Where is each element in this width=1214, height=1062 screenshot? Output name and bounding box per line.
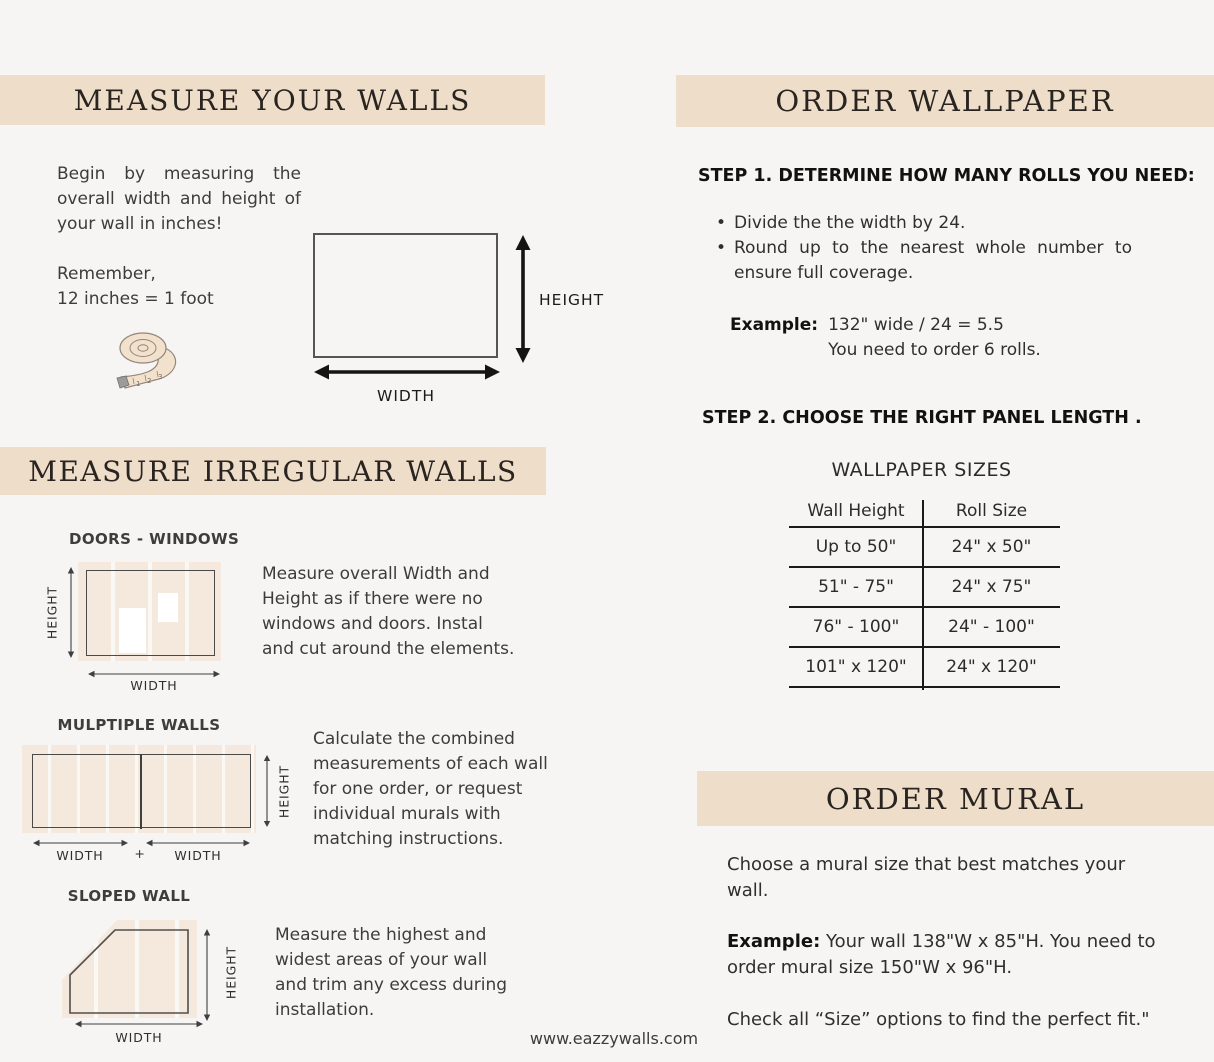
doors-height-arrow bbox=[66, 567, 76, 658]
multiple-walls-divider bbox=[140, 754, 142, 829]
sloped-wall-label: SLOPED WALL bbox=[67, 887, 191, 905]
sloped-width-label: WIDTH bbox=[115, 1030, 163, 1045]
order-wallpaper-band bbox=[676, 75, 1214, 127]
tape-mark-2: 2 bbox=[147, 377, 152, 385]
tape-mark-1: 1 bbox=[136, 380, 141, 388]
remember-line1: Remember, bbox=[57, 264, 156, 284]
table-row bbox=[789, 528, 1060, 568]
mural-example-label: Example: bbox=[727, 931, 821, 952]
step1-heading: STEP 1. DETERMINE HOW MANY ROLLS YOU NEED: bbox=[698, 166, 1195, 186]
multiple-height-arrow bbox=[262, 755, 272, 827]
multiple-plus-sign: + bbox=[134, 846, 146, 861]
table-cell-wall-height: 76" - 100" bbox=[812, 617, 900, 637]
multiple-width-label-right: WIDTH bbox=[174, 848, 222, 863]
step1-example-lines bbox=[828, 313, 1041, 363]
order-wallpaper-title: ORDER WALLPAPER bbox=[775, 84, 1115, 118]
table-header-row bbox=[789, 496, 1060, 528]
step1-example-label: Example: bbox=[730, 315, 819, 335]
multiple-walls-text: Calculate the combined measurements of each wall for one order, or request individual murals with matching instructions. bbox=[313, 729, 548, 849]
remember-note bbox=[57, 262, 301, 312]
doors-windows-label: DOORS - WINDOWS bbox=[69, 530, 240, 548]
measure-irregular-band bbox=[0, 447, 546, 495]
wall-rectangle bbox=[313, 233, 498, 358]
table-cell-wall-height: Up to 50" bbox=[815, 537, 897, 557]
width-label: WIDTH bbox=[377, 387, 435, 405]
wallpaper-sizes-table bbox=[789, 496, 1060, 696]
table-cell-roll-size: 24" x 120" bbox=[946, 657, 1037, 677]
table-cell-wall-height: 101" x 120" bbox=[805, 657, 907, 677]
step1-bullet-1: • Divide the the width by 24. bbox=[712, 211, 1132, 236]
order-mural-title: ORDER MURAL bbox=[825, 781, 1086, 816]
doors-width-label: WIDTH bbox=[130, 678, 178, 693]
tape-measure-icon bbox=[103, 326, 187, 396]
table-column-divider bbox=[922, 500, 924, 690]
step1-example bbox=[730, 313, 1041, 363]
height-arrow bbox=[512, 235, 534, 363]
mural-intro: Choose a mural size that best matches your wall. bbox=[727, 854, 1126, 901]
multiple-walls-label: MULPTIPLE WALLS bbox=[57, 716, 221, 734]
step1-bullet-list bbox=[712, 211, 1132, 286]
order-mural-band bbox=[697, 771, 1214, 826]
table-header-wall-height: Wall Height bbox=[807, 501, 905, 521]
step1-bullet-2: • Round up to the nearest whole number to ensure full coverage. bbox=[712, 236, 1132, 286]
measure-walls-band bbox=[0, 75, 545, 125]
website-url: www.eazzywalls.com bbox=[529, 1029, 699, 1048]
wallpaper-sizes-title: WALLPAPER SIZES bbox=[831, 459, 1012, 481]
measure-walls-intro: Begin by measuring the overall width and height of your wall in inches! bbox=[57, 164, 301, 234]
table-row bbox=[789, 568, 1060, 608]
step1-example-line2: You need to order 6 rolls. bbox=[828, 340, 1041, 360]
multiple-width-arrow-right bbox=[146, 838, 250, 848]
step2-heading: STEP 2. CHOOSE THE RIGHT PANEL LENGTH . bbox=[702, 408, 1142, 428]
step1-example-line1: 132" wide / 24 = 5.5 bbox=[828, 315, 1004, 335]
door-cutout bbox=[119, 608, 146, 653]
window-cutout bbox=[158, 593, 178, 622]
doors-wall-outline bbox=[86, 570, 215, 656]
sloped-wall-diagram bbox=[58, 913, 223, 1031]
width-arrow bbox=[314, 361, 500, 383]
multiple-width-arrow-left bbox=[33, 838, 128, 848]
mural-size-tip: Check all “Size” options to find the perfect fit." bbox=[727, 1009, 1150, 1030]
height-label: HEIGHT bbox=[539, 291, 605, 309]
multiple-width-label-left: WIDTH bbox=[56, 848, 104, 863]
table-cell-roll-size: 24" - 100" bbox=[948, 617, 1035, 637]
mural-example bbox=[727, 929, 1167, 981]
table-row bbox=[789, 608, 1060, 648]
doors-height-label: HEIGHT bbox=[44, 585, 60, 640]
table-cell-wall-height: 51" - 75" bbox=[818, 577, 894, 597]
multiple-height-label: HEIGHT bbox=[276, 764, 292, 819]
sloped-height-label: HEIGHT bbox=[223, 945, 239, 1000]
remember-line2: 12 inches = 1 foot bbox=[57, 289, 214, 309]
table-header-roll-size: Roll Size bbox=[955, 501, 1028, 521]
doors-windows-text: Measure overall Width and Height as if there were no windows and doors. Instal and cut around the elements. bbox=[262, 564, 515, 659]
table-cell-roll-size: 24" x 50" bbox=[951, 537, 1032, 557]
table-row bbox=[789, 648, 1060, 688]
tape-mark-3: 3 bbox=[158, 373, 163, 381]
table-cell-roll-size: 24" x 75" bbox=[951, 577, 1032, 597]
mural-example-text: Your wall 138"W x 85"H. You need to order mural size 150"W x 96"H. bbox=[727, 931, 1156, 978]
measure-irregular-title: MEASURE IRREGULAR WALLS bbox=[28, 454, 518, 488]
sloped-wall-text: Measure the highest and widest areas of your wall and trim any excess during installation. bbox=[275, 925, 508, 1020]
measure-walls-title: MEASURE YOUR WALLS bbox=[73, 83, 472, 117]
